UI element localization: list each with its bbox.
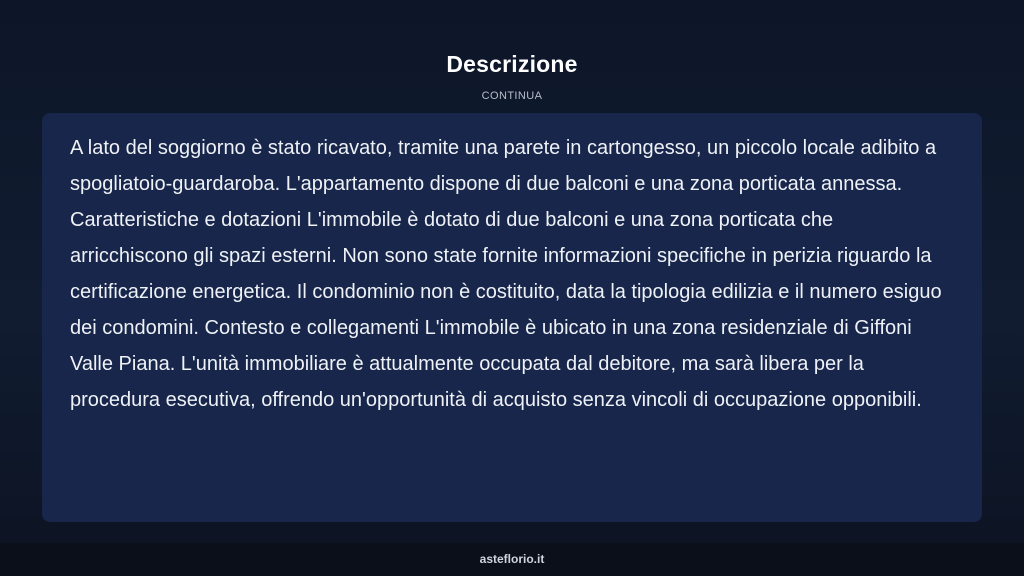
footer-brand: asteflorio.it — [479, 552, 545, 566]
page-subtitle: CONTINUA — [481, 90, 543, 102]
description-card — [42, 113, 982, 522]
page-title: Descrizione — [446, 51, 578, 77]
footer-bar — [0, 543, 1024, 576]
description-text: A lato del soggiorno è stato ricavato, tramite una parete in cartongesso, un piccolo locale adibito a spogliatoio-guardaroba. L'appartamento dispone di due balconi e una zona porticata annessa. Caratteristiche e dotazioni L'immobile è dotato di due balconi e una zona porticata che arricchiscono gli spazi esterni. Non sono state fornite informazioni specifiche in perizia riguardo la certificazione energetica. Il condominio non è costituito, data la tipologia edilizia e il numero esiguo dei condomini. Contesto e collegamenti L'immobile è ubicato in una zona residenziale di Giffoni Valle Piana. L'unità immobiliare è attualmente occupata dal debitore, ma sarà libera per la procedura esecutiva, offrendo un'opportunità di acquisto senza vincoli di occupazione opponibili. — [70, 137, 942, 411]
